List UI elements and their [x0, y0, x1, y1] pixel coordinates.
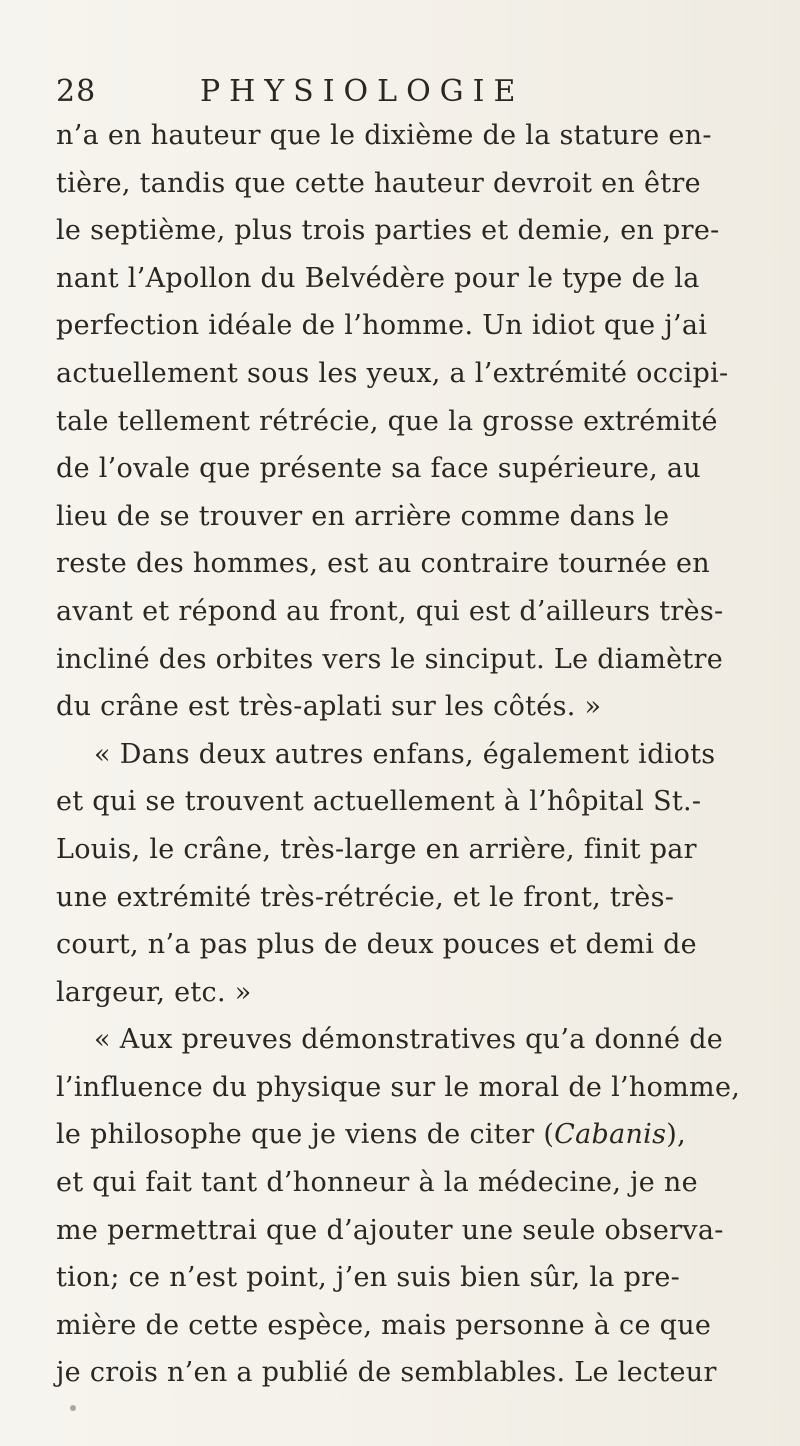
text-line-start: le philosophe que je viens de citer (: [56, 1119, 555, 1151]
text-line: et qui fait tant d’honneur à la médecine, je ne: [56, 1167, 698, 1199]
text-line: nant l’Apollon du Belvédère pour le type de la: [56, 262, 700, 294]
text-line: largeur, etc. »: [56, 976, 252, 1008]
text-line: reste des hommes, est au contraire tournée en: [56, 548, 710, 580]
text-line: « Dans deux autres enfans, également idiots: [94, 738, 716, 770]
text-line: je crois n’en a publié de semblables. Le lecteur: [56, 1357, 717, 1389]
text-line: n’a en hauteur que le dixième de la stature en-: [56, 120, 712, 151]
text-line: actuellement sous les yeux, a l’extrémité occipi-: [56, 357, 729, 389]
text-line: tale tellement rétrécie, que la grosse extrémité: [56, 405, 718, 437]
text-line: tière, tandis que cette hauteur devroit en être: [56, 167, 701, 199]
ink-speck: [70, 1405, 76, 1411]
text-line: lieu de se trouver en arrière comme dans le: [56, 500, 670, 532]
text-line: une extrémité très-rétrécie, et le front, très-: [56, 881, 675, 913]
text-line: le septième, plus trois parties et demie, en pre-: [56, 215, 720, 247]
text-line: avant et répond au front, qui est d’ailleurs très-: [56, 595, 724, 627]
text-line-with-citation: [56, 1111, 756, 1159]
text-line: me permettrai que d’ajouter une seule observa-: [56, 1214, 724, 1246]
text-line: l’influence du physique sur le moral de l’homme,: [56, 1071, 741, 1103]
page-number: 28: [56, 74, 97, 109]
text-line: du crâne est très-aplati sur les côtés. »: [56, 691, 602, 723]
text-line: mière de cette espèce, mais personne à ce que: [56, 1309, 712, 1341]
page-header: [56, 74, 756, 114]
body-text: [56, 112, 756, 1397]
text-line: Louis, le crâne, très-large en arrière, finit par: [56, 833, 697, 865]
text-line: perfection idéale de l’homme. Un idiot que j’ai: [56, 310, 708, 342]
text-line: incliné des orbites vers le sinciput. Le diamètre: [56, 643, 724, 675]
citation-suffix: ),: [666, 1119, 686, 1151]
text-line: tion; ce n’est point, j’en suis bien sûr, la pre-: [56, 1262, 681, 1294]
text-line: de l’ovale que présente sa face supérieure, au: [56, 453, 701, 485]
text-line: « Aux preuves démonstratives qu’a donné de: [94, 1024, 724, 1056]
cited-author: Cabanis: [554, 1119, 667, 1151]
running-title: PHYSIOLOGIE: [200, 74, 525, 109]
text-line: et qui se trouvent actuellement à l’hôpital St.-: [56, 786, 702, 818]
text-line: court, n’a pas plus de deux pouces et demi de: [56, 929, 697, 961]
